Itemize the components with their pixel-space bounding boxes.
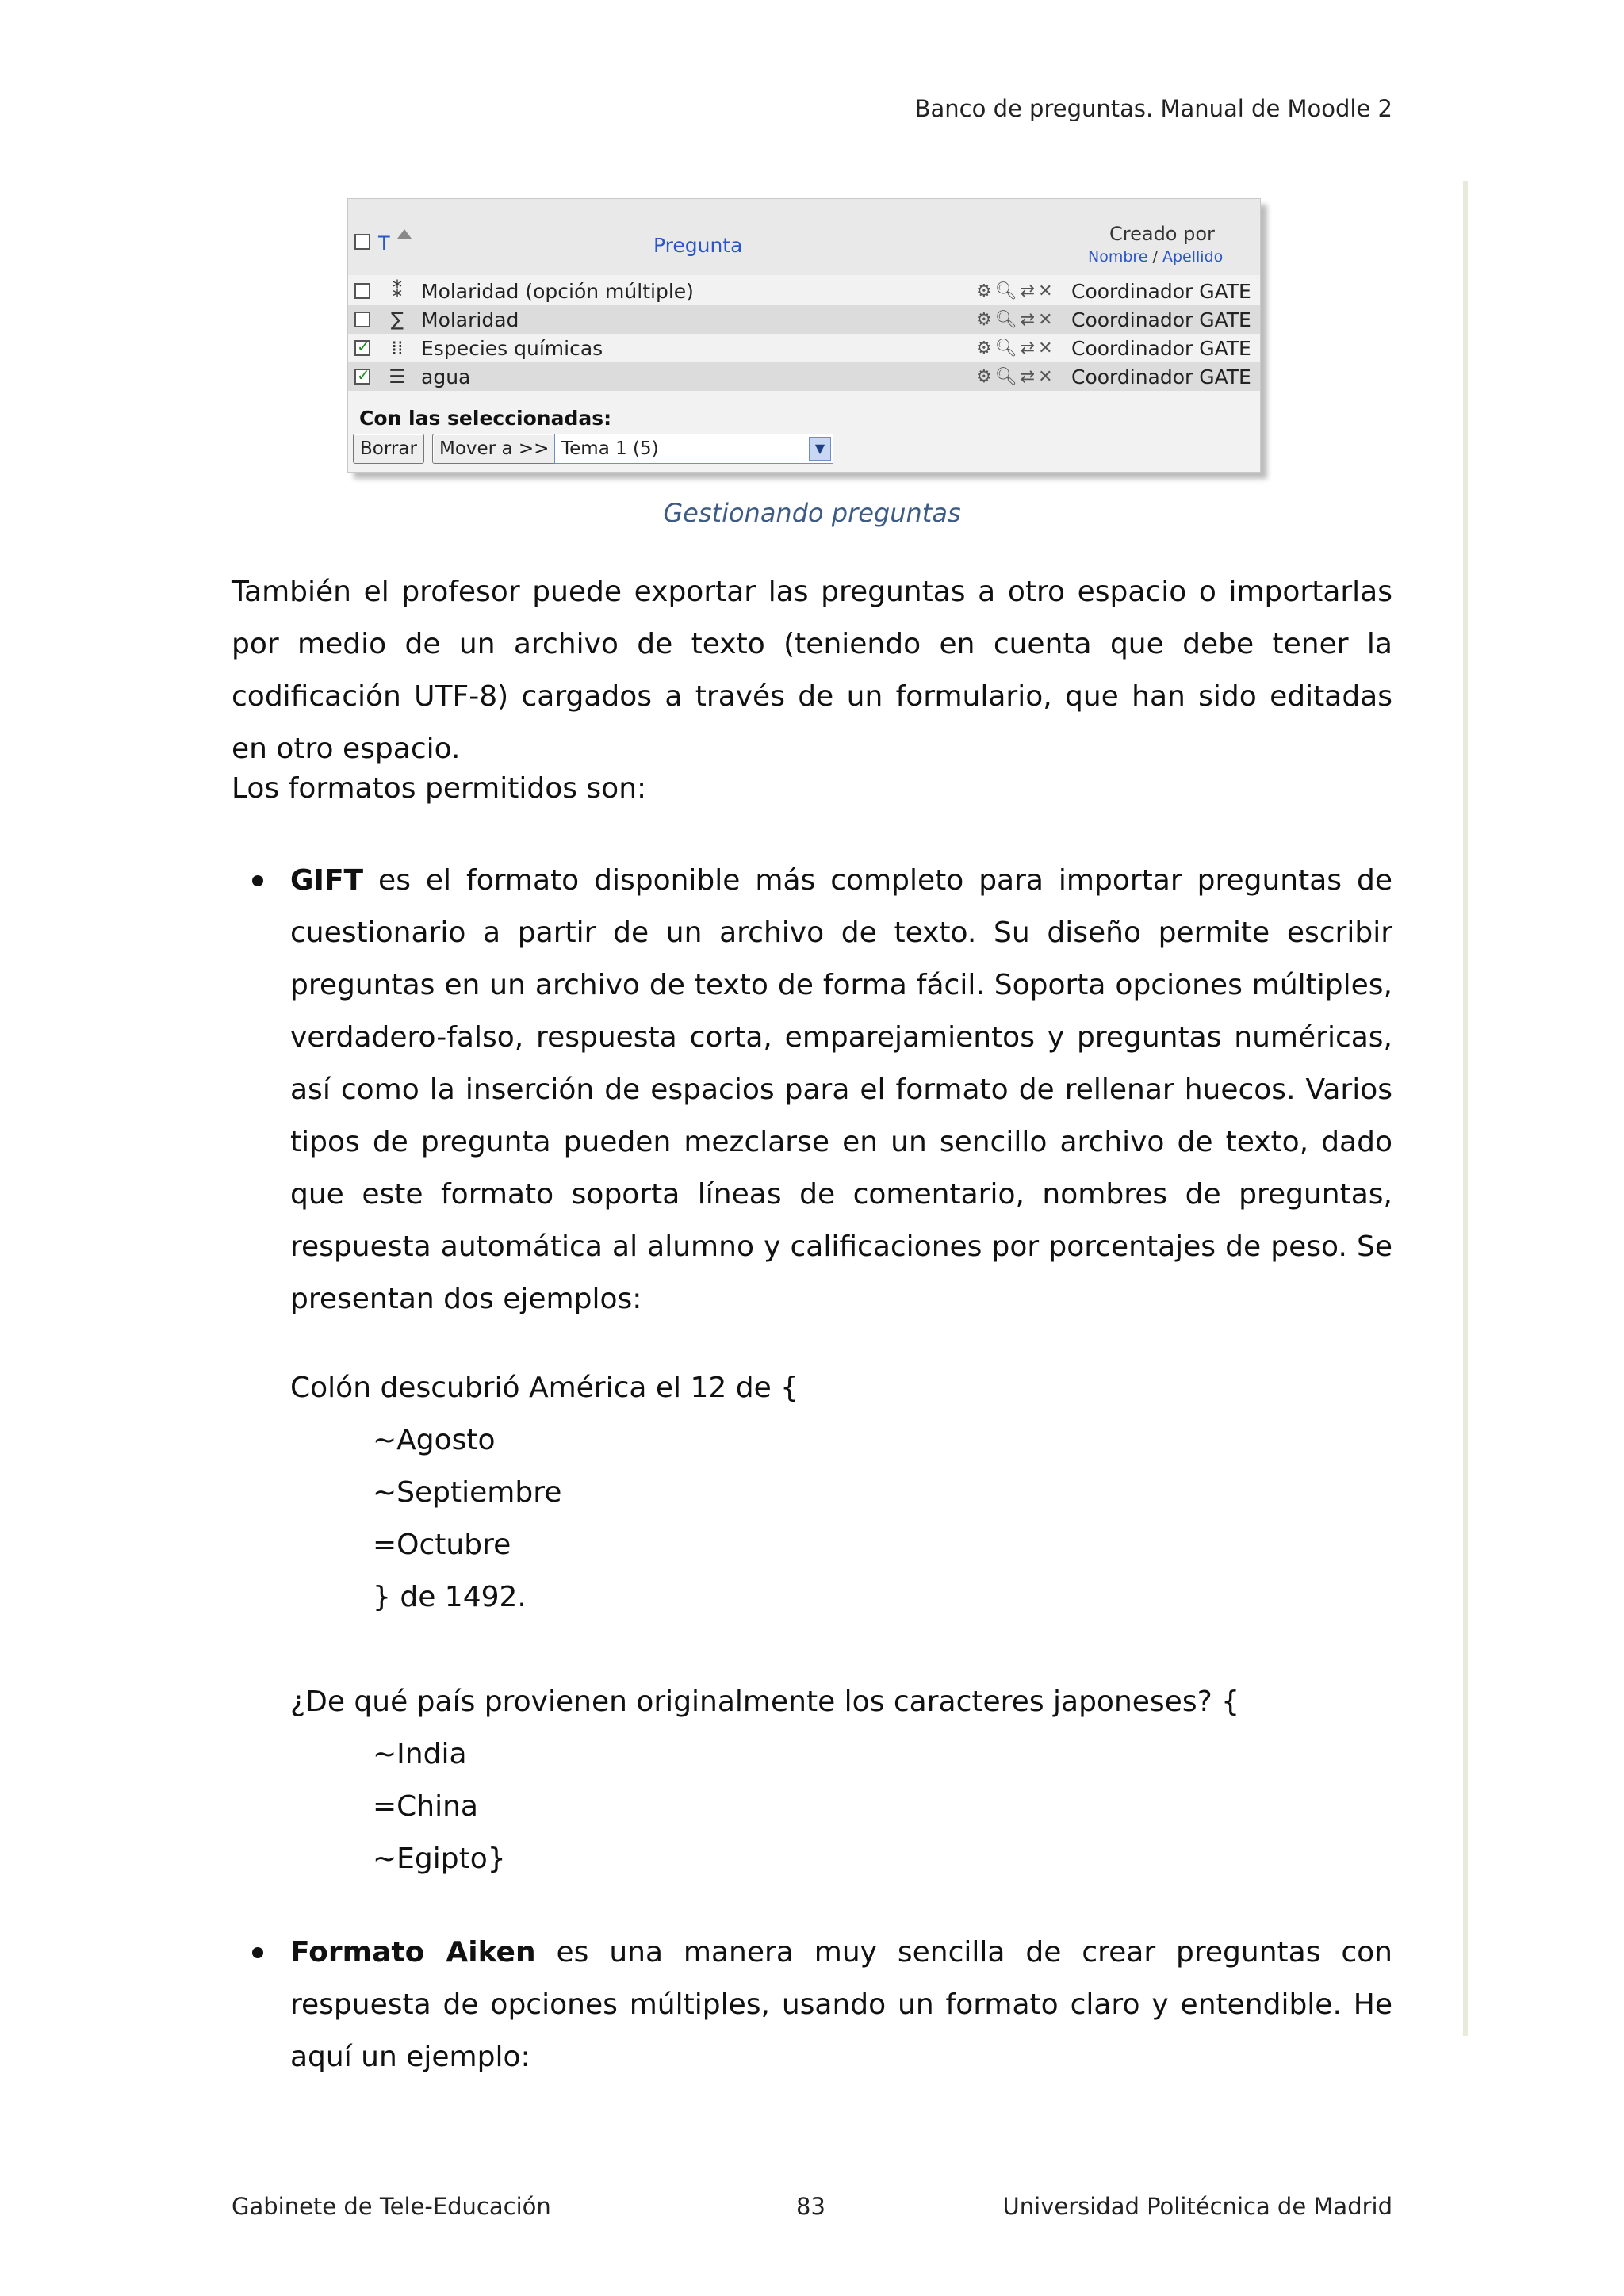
example1-option: =Octubre [373,1529,511,1561]
move-to-button[interactable]: Mover a >> [432,434,556,464]
question-owner: Coordinador GATE [1071,365,1251,388]
row-actions [976,281,1056,301]
example2-option: ~Egipto} [373,1843,506,1875]
preview-icon[interactable]: 🔍︎ [994,310,1021,330]
intro-paragraph: También el profesor puede exportar las preguntas a otro espacio o importarlas por medio de un archivo de texto (teniendo en cuenta que debe tener la codificación UTF-8) cargados a través de un formulario, que han sido editadas en otro espacio. [232,576,1392,765]
category-select-value: Tema 1 (5) [561,438,659,459]
gift-term: GIFT [290,864,364,897]
bullet-icon [252,875,263,886]
move-icon[interactable]: ⇄ [1020,310,1039,330]
table-row [348,305,1260,334]
margin-rule [1463,181,1468,2036]
aiken-term: Formato Aiken [290,1936,536,1969]
delete-icon[interactable]: ✕ [1038,367,1056,387]
question-name: Especies químicas [421,337,603,360]
row-checkbox[interactable] [354,312,370,327]
with-selected-label: Con las seleccionadas: [359,407,612,430]
row-checkbox[interactable] [354,283,370,299]
select-all-checkbox[interactable] [354,234,370,250]
example2-option: =China [373,1790,478,1823]
gift-description [290,855,1392,1326]
delete-icon[interactable]: ✕ [1038,310,1056,330]
row-checkbox[interactable] [354,369,370,385]
example2-option: ~India [373,1738,467,1770]
gear-icon[interactable]: ⚙ [976,281,995,301]
move-icon[interactable]: ⇄ [1020,367,1039,387]
preview-icon[interactable]: 🔍︎ [994,281,1021,301]
bullet-icon [252,1947,263,1958]
delete-button[interactable]: Borrar [353,434,424,464]
delete-icon[interactable]: ✕ [1038,339,1056,358]
table-row [348,277,1260,305]
gear-icon[interactable]: ⚙ [976,339,995,358]
example1-option: ~Agosto [373,1424,496,1456]
move-icon[interactable]: ⇄ [1020,281,1039,301]
footer-left: Gabinete de Tele-Educación [232,2193,551,2220]
sort-by-first-name-link[interactable]: Nombre [1088,248,1148,266]
gear-icon[interactable]: ⚙ [976,310,995,330]
multichoice-icon: ☰ [389,365,406,388]
example1-option: ~Septiembre [373,1476,562,1509]
table-row [348,362,1260,391]
aiken-description [290,1927,1392,2084]
formats-label: Los formatos permitidos son: [232,772,647,805]
delete-icon[interactable]: ✕ [1038,281,1056,301]
example1-question: Colón descubrió América el 12 de { [290,1372,799,1404]
type-column-header[interactable]: T [378,232,390,254]
example2-question: ¿De qué país provienen originalmente los caracteres japoneses? { [290,1686,1240,1718]
chevron-down-icon[interactable]: ▼ [809,437,831,461]
sort-separator: / [1152,248,1158,266]
preview-icon[interactable]: 🔍︎ [994,367,1021,387]
question-name: Molaridad (opción múltiple) [421,280,694,303]
question-owner: Coordinador GATE [1071,280,1251,303]
preview-icon[interactable]: 🔍︎ [994,339,1021,358]
page-number: 83 [796,2193,825,2220]
figure-caption: Gestionando preguntas [663,498,961,528]
row-actions [976,339,1056,358]
calculated-multichoice-icon: ⁑ [393,280,402,302]
created-by-sort-links [1088,248,1223,266]
question-name: Molaridad [421,308,519,331]
example1-option: } de 1492. [373,1581,527,1613]
aiken-text: es una manera muy sencilla de crear preguntas con respuesta de opciones múltiples, usando un formato claro y entendible. He aquí un ejemplo: [290,1936,1392,2073]
calculated-icon: ∑ [390,308,404,331]
created-by-column-header: Creado por [1109,223,1215,245]
row-actions [976,310,1056,330]
sort-ascending-icon[interactable] [397,229,412,239]
question-owner: Coordinador GATE [1071,308,1251,331]
row-actions [976,367,1056,387]
question-name: agua [421,365,471,388]
question-owner: Coordinador GATE [1071,337,1251,360]
gear-icon[interactable]: ⚙ [976,367,995,387]
move-icon[interactable]: ⇄ [1020,339,1039,358]
matching-icon: ⁞⁞ [391,337,404,359]
table-header [348,199,1260,275]
category-select[interactable] [554,434,833,464]
gift-text: es el formato disponible más completo para importar preguntas de cuestionario a partir de un archivo de texto. Su diseño permite escribir preguntas en un archivo de texto de forma fácil. Soporta opciones múltiples, verdadero-falso, respuesta corta, emparejamientos y preguntas numéricas, así como la inserción de espacios para el formato de rellenar huecos. Varios tipos de pregunta pueden mezclarse en un sencillo archivo de texto, dado que este formato soporta líneas de comentario, nombres de preguntas, respuesta automática al alumno y calificaciones por porcentajes de peso. Se presentan dos ejemplos: [290,864,1392,1315]
question-column-header[interactable]: Pregunta [653,234,743,257]
page-header: Banco de preguntas. Manual de Moodle 2 [914,95,1392,122]
question-bank-screenshot [347,198,1261,473]
footer-right: Universidad Politécnica de Madrid [1002,2193,1392,2220]
table-row [348,334,1260,362]
row-checkbox[interactable] [354,340,370,356]
sort-by-last-name-link[interactable]: Apellido [1162,248,1224,266]
